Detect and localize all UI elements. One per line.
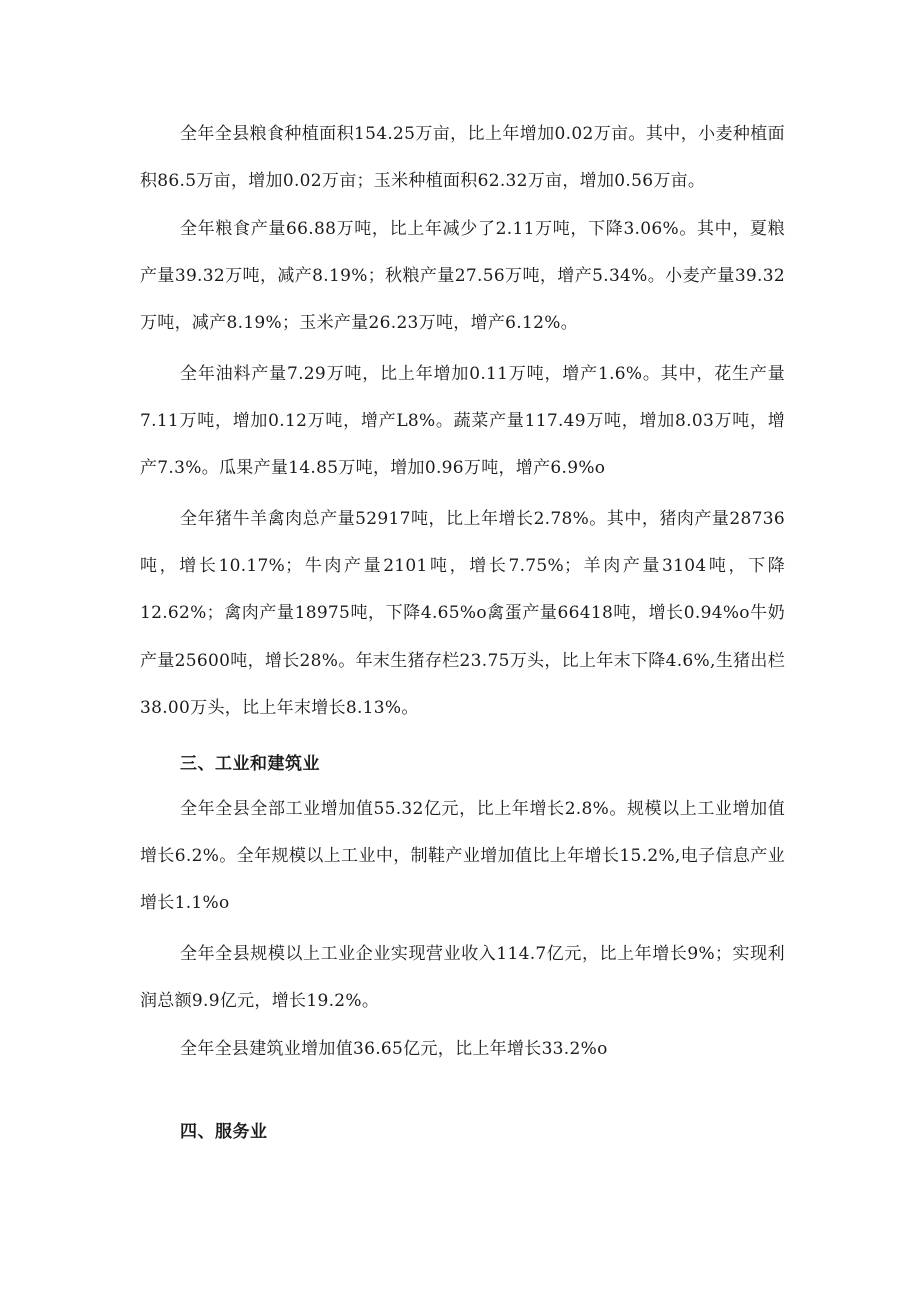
paragraph-oilseed-vegetables: 全年油料产量7.29万吨，比上年增加0.11万吨，增产1.6%。其中，花生产量7.11万吨，增加0.12万吨，增产L8%。蔬菜产量117.49万吨，增加8.03万吨，增产7.3%。瓜果产量14.85万吨，增加0.96万吨，增产6.9%o [140, 364, 785, 479]
section-heading-services: 四、服务业 [180, 1122, 268, 1142]
paragraph-industry-revenue: 全年全县规模以上工业企业实现营业收入114.7亿元，比上年增长9%；实现利润总额9.9亿元，增长19.2%。 [140, 944, 785, 1012]
paragraph-construction: 全年全县建筑业增加值36.65亿元，比上年增长33.2%o [180, 1039, 608, 1059]
paragraph-industry-value-added: 全年全县全部工业增加值55.32亿元，比上年增长2.8%。规模以上工业增加值增长6.2%。全年规模以上工业中，制鞋产业增加值比上年增长15.2%,电子信息产业增长1.1%o [140, 799, 785, 914]
paragraph-meat-livestock: 全年猪牛羊禽肉总产量52917吨，比上年增长2.78%。其中，猪肉产量28736吨，增长10.17%；牛肉产量2101吨，增长7.75%；羊肉产量3104吨，下降12.62%；禽肉产量18975吨，下降4.65%o禽蛋产量66418吨，增长0.94%o牛奶产量25600吨，增长28%。年末生猪存栏23.75万头，比上年末下降4.6%,生猪出栏38.00万头，比上年末增长8.13%。 [140, 509, 785, 718]
paragraph-grain-output: 全年粮食产量66.88万吨，比上年减少了2.11万吨，下降3.06%。其中，夏粮产量39.32万吨，减产8.19%；秋粮产量27.56万吨，增产5.34%。小麦产量39.32万吨，减产8.19%；玉米产量26.23万吨，增产6.12%。 [140, 219, 785, 334]
section-heading-industry: 三、工业和建筑业 [180, 754, 320, 774]
paragraph-grain-area: 全年全县粮食种植面积154.25万亩，比上年增加0.02万亩。其中，小麦种植面积86.5万亩，增加0.02万亩；玉米种植面积62.32万亩，增加0.56万亩。 [140, 124, 785, 192]
